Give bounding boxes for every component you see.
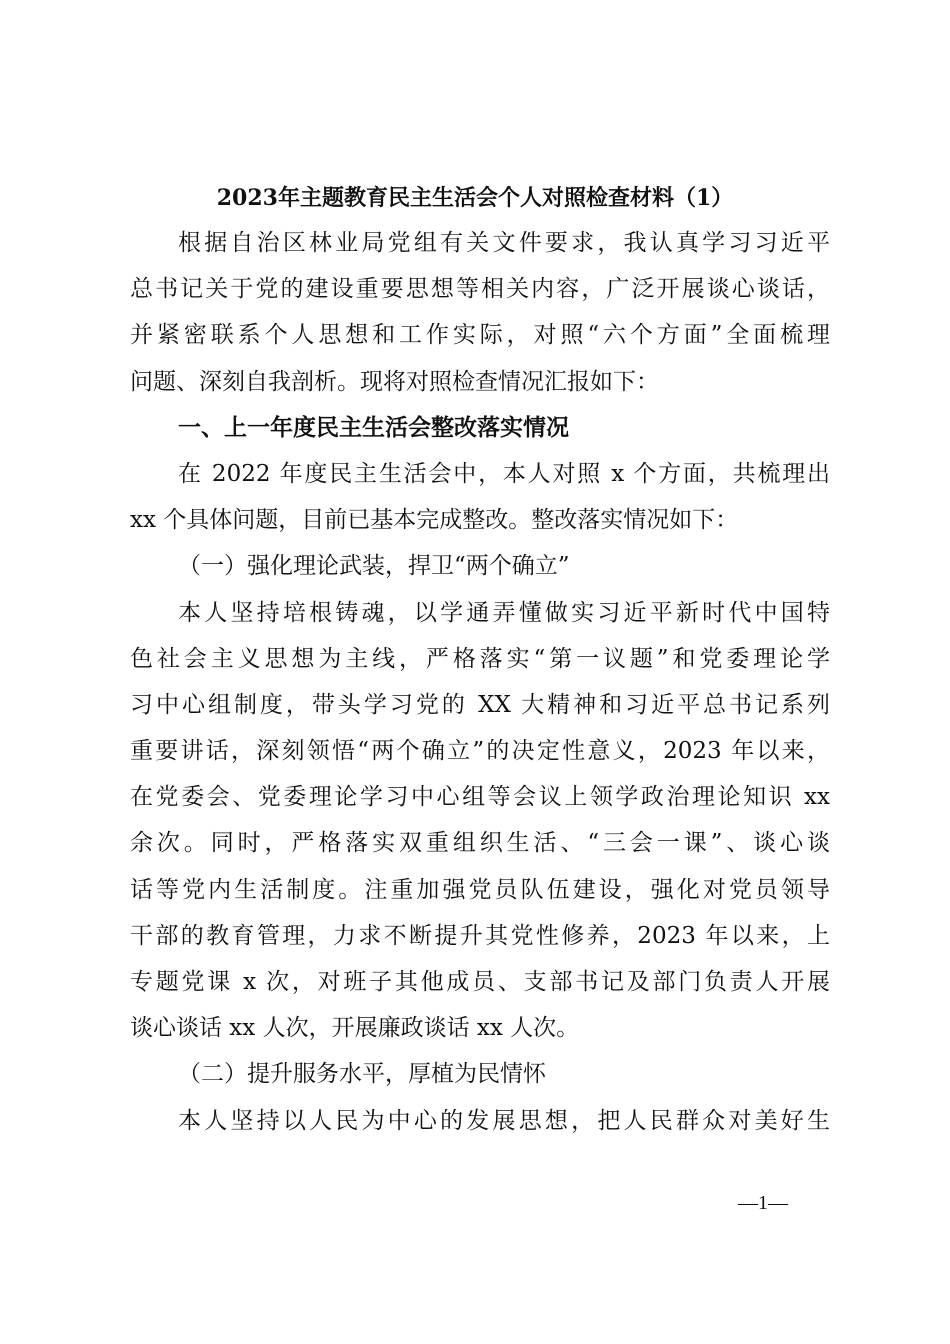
text-line: 专题党课 x 次，对班子其他成员、支部书记及部门负责人开展	[130, 969, 830, 995]
text-line: 色社会主义思想为主线，严格落实“第一议题”和党委理论学	[130, 645, 830, 672]
text-line: 根据自治区林业局党组有关文件要求，我认真学习习近平	[178, 230, 830, 256]
text-line: 在党委会、党委理论学习中心组等会议上领学政治理论知识 xx	[130, 784, 830, 811]
document-body	[130, 176, 830, 1144]
text-line: 重要讲话，深刻领悟“两个确立”的决定性意义，2023 年以来，	[130, 738, 830, 765]
text-line: xx 个具体问题，目前已基本完成整改。整改落实情况如下：	[130, 507, 739, 534]
text-line: 总书记关于党的建设重要思想等相关内容，广泛开展谈心谈话，	[130, 276, 830, 303]
paragraph	[130, 220, 830, 405]
text-line: 本人坚持培根铸魂，以学通弄懂做实习近平新时代中国特	[178, 599, 830, 626]
document-title: 2023年主题教育民主生活会个人对照检查材料（1）	[216, 185, 734, 211]
text-line: 余次。同时，严格落实双重组织生活、“三会一课”、谈心谈	[130, 830, 830, 857]
text-line: 问题、深刻自我剖析。现将对照检查情况汇报如下：	[130, 368, 659, 395]
paragraph	[130, 451, 830, 543]
text-line: 在 2022 年度民主生活会中，本人对照 x 个方面，共梳理出	[178, 460, 830, 487]
paragraph	[130, 590, 830, 1052]
text-line: 谈心谈话 xx 人次，开展廉政谈话 xx 人次。	[130, 1015, 580, 1042]
text-line: （二）提升服务水平，厚植为民情怀	[178, 1061, 546, 1088]
document-content	[130, 220, 830, 1144]
text-line: 话等党内生活制度。注重加强党员队伍建设，强化对党员领导	[130, 876, 830, 903]
text-line: 本人坚持以人民为中心的发展思想，把人民群众对美好生	[178, 1107, 830, 1134]
text-line: 干部的教育管理，力求不断提升其党性修养，2023 年以来，上	[130, 922, 830, 949]
text-line: 并紧密联系个人思想和工作实际，对照“六个方面”全面梳理	[130, 322, 830, 349]
paragraph	[130, 1098, 830, 1144]
page-number: —1—	[738, 1192, 788, 1214]
section-heading	[130, 405, 830, 451]
text-line: 一、上一年度民主生活会整改落实情况	[178, 413, 569, 441]
subsection-heading	[130, 1051, 830, 1097]
text-line: 习中心组制度，带头学习党的 XX 大精神和习近平总书记系列	[130, 691, 830, 718]
text-line: （一）强化理论武装，捍卫“两个确立”	[178, 553, 570, 580]
subsection-heading	[130, 543, 830, 589]
